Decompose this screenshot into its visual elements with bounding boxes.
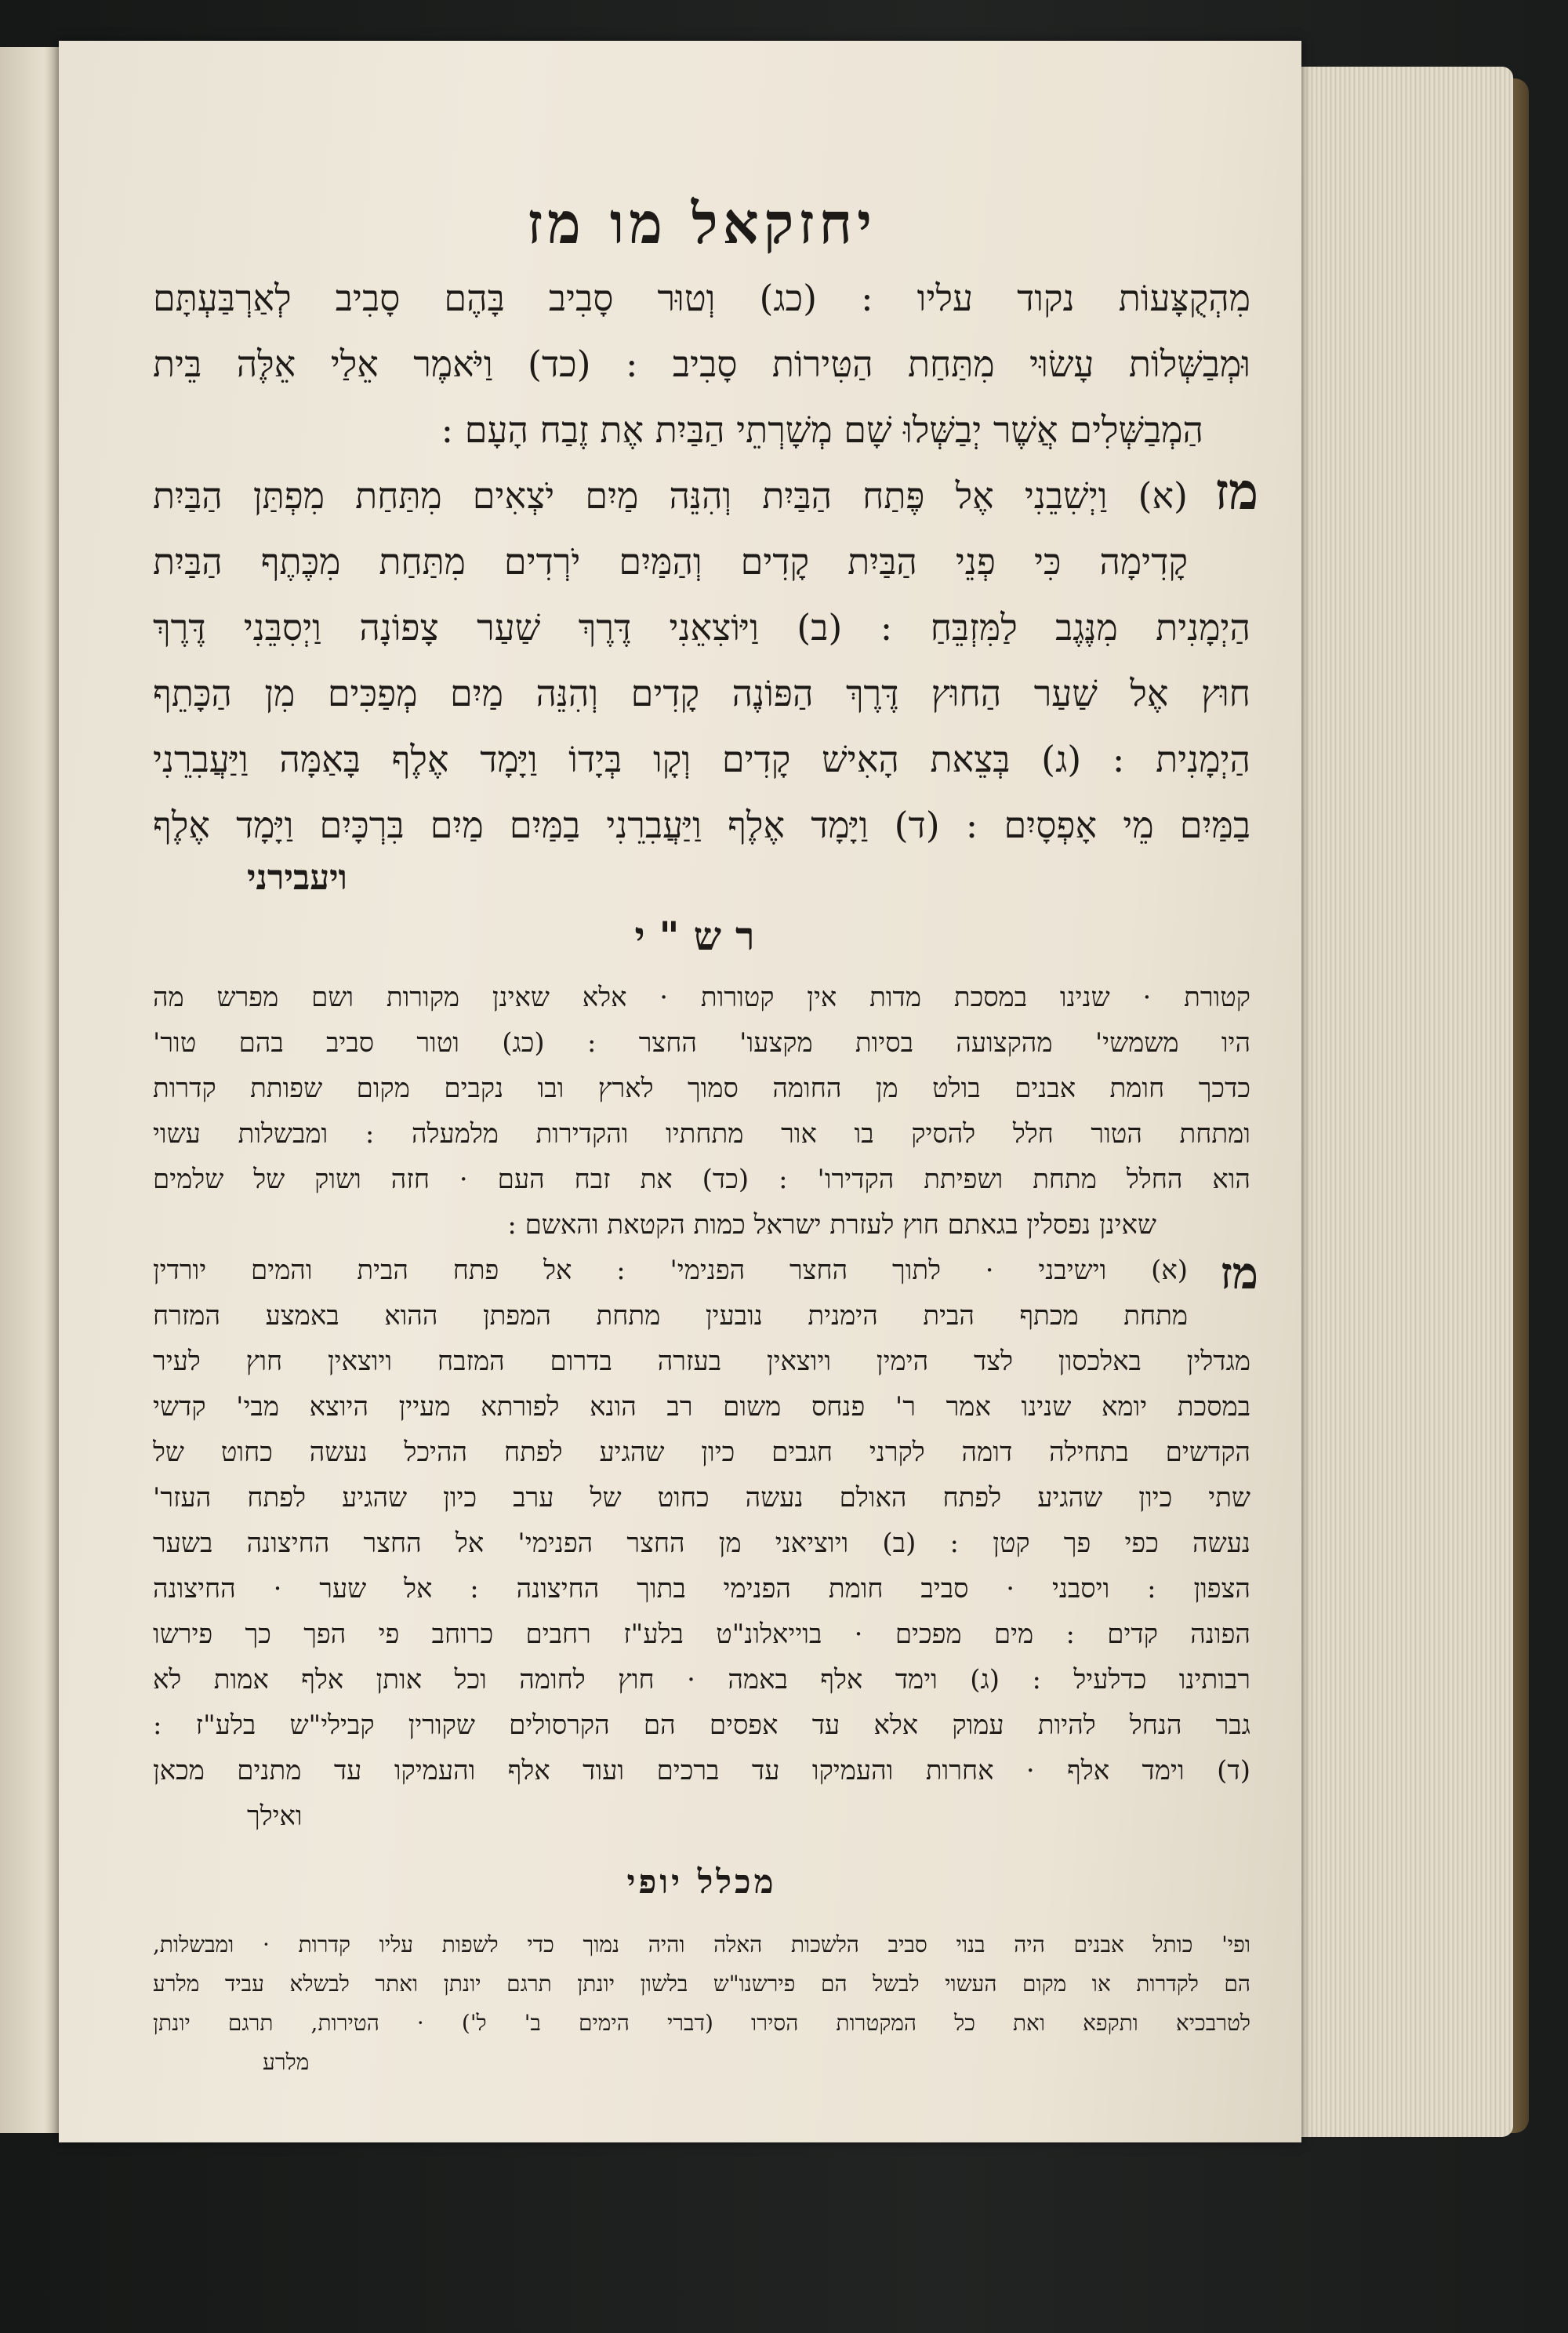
- commentary-line: גבר הנחל להיות עמוק אלא עד אפסים הם הקרסולים שקורין קבילי"ש בלע"ז :: [153, 1710, 1250, 1741]
- commentary-line: הוא החלל מתחת ושפיתת הקדירו' : (כד) את זבח העם · חזה ושוק של שלמים: [153, 1164, 1250, 1195]
- bible-line: חוּץ אֶל שַׁעַר הַחוּץ דֶּרֶךְ הַפּוֹנֶה קָדִים וְהִנֵּה מַיִם מְפַכִּים מִן הַכָּתֵף: [153, 672, 1250, 714]
- mikhlal-line: לטרבכיא ותקפא ואת כל המקטרות הסירו (דברי הימים ב' ל') · הטירות, תרגם יונתן: [153, 2010, 1250, 2036]
- mikhlal-line: מלרע: [263, 2049, 310, 2075]
- rashi-title: רש"י: [634, 913, 769, 959]
- commentary-line: הקדשים בתחילה דומה לקרני חגבים כיון שהגיע לפתח ההיכל נעשה כחוט של: [153, 1437, 1250, 1468]
- mikhlal-yofi-commentary: [153, 1925, 1250, 2082]
- commentary-line: כדכך חומת אבנים בולט מן החומה סמוך לארץ ובו נקבים מקום שפותת קדרות: [153, 1073, 1250, 1104]
- bible-line: הַיְמָנִית : (ג) בְּצֵאת הָאִישׁ קָדִים וְקָו בְּיָדוֹ וַיָּמָד אֶלֶף בָּאַמָּה וַיַּעֲבִרֵנִי: [153, 738, 1250, 780]
- commentary-line: הפונה קדים : מים מפכים · בוייאלונ"ט בלע"ז רחבים כרוחב פי הפך כך פירשו: [153, 1619, 1250, 1650]
- book-page: [59, 41, 1301, 2142]
- bible-line: קָדִימָה כִּי פְנֵי הַבַּיִת קָדִים וְהַמַּיִם יֹרְדִים מִתַּחַת מִכֶּתֶף הַבַּיִת: [153, 540, 1188, 583]
- catchword: ויעבירני: [247, 858, 347, 898]
- bible-line: מִהְקֻצָּעוֹת נקוד עליו : (כג) וְטוּר סָבִיב בָּהֶם סָבִיב לְאַרְבַּעְתָּם: [153, 277, 1250, 319]
- commentary-line: שאינן נפסלין בגאתם חוץ לעזרת ישראל כמות הקטאת והאשם :: [507, 1209, 1156, 1241]
- mikhlal-line: הם לקדרות או מקום העשוי לבשל הם פירשנו"ש בלשון יונתן תרגם יונתן ואתר לבשלא עביד מלרע: [153, 1971, 1250, 1997]
- commentary-line: שתי כיון שהגיע לפתח האולם נעשה כחוט של ערב כיון שהגיע לפתח העזר': [153, 1482, 1250, 1514]
- commentary-line: (א) וישיבני · לתוך החצר הפנימי' : אל פתח הבית והמים יורדין: [153, 1255, 1188, 1286]
- commentary-chapter-number: מז: [1220, 1248, 1258, 1299]
- page-block-edge: [1294, 67, 1513, 2137]
- bible-text: [153, 265, 1258, 905]
- rashi-commentary: [153, 975, 1258, 1839]
- mikhlal-line: ופי' כותל אבנים היה בנוי סביב הלשכות האלה והיה נמוך כדי לשפות עליו קדרות · ומבשלות,: [153, 1931, 1250, 1957]
- commentary-line: מתחת מכתף הבית הימנית נובעין מתחת המפתן ההוא באמצע המזרח: [153, 1300, 1188, 1332]
- commentary-line: הצפון : ויסבני · סביב חומת הפנימי בתוך החיצונה : אל שער · החיצונה: [153, 1573, 1250, 1604]
- commentary-line: במסכת יומא שנינו אמר ר' פנחס משום רב הונא לפורתא מעיין היוצא מבי' קדשי: [153, 1391, 1250, 1423]
- commentary-line: ומתחת הטור חלל להסיק בו אור מתחתיו והקדירות מלמעלה : ומבשלות עשוי: [153, 1118, 1250, 1150]
- commentary-line: נעשה כפי פך קטן : (ב) ויוציאני מן החצר הפנימי' אל החצר החיצונה בשער: [153, 1528, 1250, 1559]
- commentary-line: רבותינו כדלעיל : (ג) וימד אלף באמה · חוץ לחומה וכל אותן אלף אמות לא: [153, 1664, 1250, 1695]
- previous-page-edge: [0, 47, 65, 2133]
- mikhlal-yofi-title: מכלל יופי: [626, 1862, 777, 1901]
- commentary-line: (ד) וימד אלף · אחרות והעמיקו עד ברכים ועוד אלף והעמיקו עד מתנים מכאן: [153, 1755, 1250, 1786]
- commentary-line: קטורת · שנינו במסכת מדות אין קטורות · אלא שאינן מקורות ושם מפרש מה: [153, 982, 1250, 1013]
- commentary-line: מגדלין באלכסון לצד הימין ויוצאין בעזרה בדרום המזבח ויוצאין חוץ לעיר: [153, 1346, 1250, 1377]
- bible-line: וּמְבַשְּׁלוֹת עָשׂוּי מִתַּחַת הַטִּירוֹת סָבִיב : (כד) וַיֹּאמֶר אֵלַי אֵלֶּה בֵּית: [153, 343, 1250, 385]
- bible-line: (א) וַיְשִׁבֵנִי אֶל פֶּתַח הַבַּיִת וְהִנֵּה מַיִם יֹצְאִים מִתַּחַת מִפְתַּן הַבַּיִת: [153, 474, 1188, 517]
- bible-line: הַיְמָנִית מִנֶּגֶב לַמִּזְבֵּחַ : (ב) וַיּוֹצִאֵנִי דֶּרֶךְ שַׁעַר צָפוֹנָה וַיְסִבֵּנִי דֶּרֶךְ: [153, 606, 1250, 649]
- bible-line: הַמְבַשְּׁלִים אֲשֶׁר יְבַשְּׁלוּ שָׁם מְשָׁרְתֵי הַבַּיִת אֶת זֶבַח הָעָם :: [441, 409, 1203, 451]
- page-header: יחזקאל מו מז: [527, 190, 877, 256]
- page-content: [153, 158, 1258, 2082]
- commentary-line: ואילך: [247, 1801, 303, 1832]
- commentary-line: היו משמשי' מהקצועה בסיות מקצעו' החצר : (כג) וטור סביב בהם טור': [153, 1027, 1250, 1059]
- chapter-number: מז: [1214, 463, 1258, 521]
- bible-line: בַמַּיִם מֵי אָפְסָיִם : (ד) וַיָּמָד אֶלֶף וַיַּעֲבִרֵנִי בַמַּיִם מַיִם בִּרְכָּיִם וַיָּמָד אֶלֶף: [153, 804, 1250, 846]
